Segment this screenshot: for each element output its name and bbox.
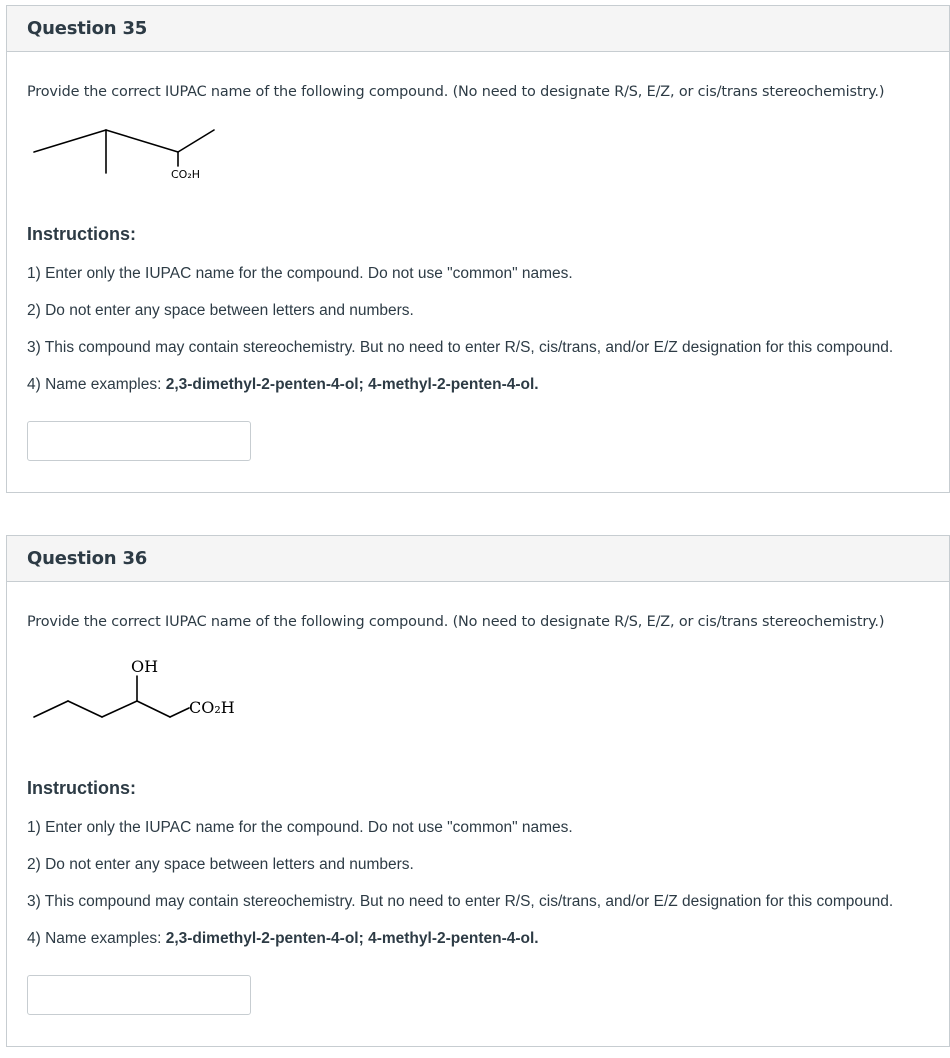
examples-prefix: 4) Name examples:: [27, 930, 166, 947]
structure-label-co2h: CO₂H: [189, 698, 235, 717]
question-prompt: Provide the correct IUPAC name of the following compound. (No need to designate R/S, E/Z, or cis/trans stereochemistry.): [27, 84, 885, 100]
instruction-line-1: 1) Enter only the IUPAC name for the compound. Do not use "common" names.: [27, 819, 573, 836]
bond: [170, 708, 189, 717]
question-35: [6, 5, 950, 493]
question-36: [6, 535, 950, 1047]
bond: [68, 701, 102, 717]
instructions-heading: Instructions:: [27, 224, 137, 244]
answer-input[interactable]: [27, 975, 251, 1015]
instruction-line-4: [27, 930, 539, 948]
structure-label-oh: OH: [131, 657, 159, 676]
answer-input[interactable]: [27, 421, 251, 461]
question-title: Question 36: [27, 548, 148, 569]
examples-names: 2,3-dimethyl-2-penten-4-ol; 4-methyl-2-penten-4-ol.: [165, 376, 539, 393]
chemical-structure-q35: [27, 128, 227, 208]
instruction-line-1: 1) Enter only the IUPAC name for the compound. Do not use "common" names.: [27, 265, 573, 282]
bond: [178, 130, 214, 152]
structure-label-co2h: CO₂H: [171, 168, 201, 181]
examples-names: 2,3-dimethyl-2-penten-4-ol; 4-methyl-2-penten-4-ol.: [165, 930, 539, 947]
instruction-line-2: 2) Do not enter any space between letters and numbers.: [27, 302, 414, 319]
instruction-line-4: [27, 376, 539, 394]
question-title: Question 35: [27, 18, 148, 39]
chemical-structure-q36: [27, 656, 267, 726]
instruction-line-2: 2) Do not enter any space between letters and numbers.: [27, 856, 414, 873]
question-header: [7, 536, 949, 582]
instruction-line-3: 3) This compound may contain stereochemistry. But no need to enter R/S, cis/trans, and/or E/Z designation for this compound.: [27, 893, 894, 910]
question-prompt: Provide the correct IUPAC name of the following compound. (No need to designate R/S, E/Z, or cis/trans stereochemistry.): [27, 614, 885, 630]
bond: [102, 701, 137, 717]
bond: [106, 130, 178, 152]
instructions-heading: Instructions:: [27, 778, 137, 798]
bond: [137, 701, 170, 717]
instruction-line-3: 3) This compound may contain stereochemistry. But no need to enter R/S, cis/trans, and/or E/Z designation for this compound.: [27, 339, 894, 356]
question-header: [7, 6, 949, 52]
bond: [34, 130, 106, 152]
examples-prefix: 4) Name examples:: [27, 376, 166, 393]
bond: [34, 701, 68, 717]
